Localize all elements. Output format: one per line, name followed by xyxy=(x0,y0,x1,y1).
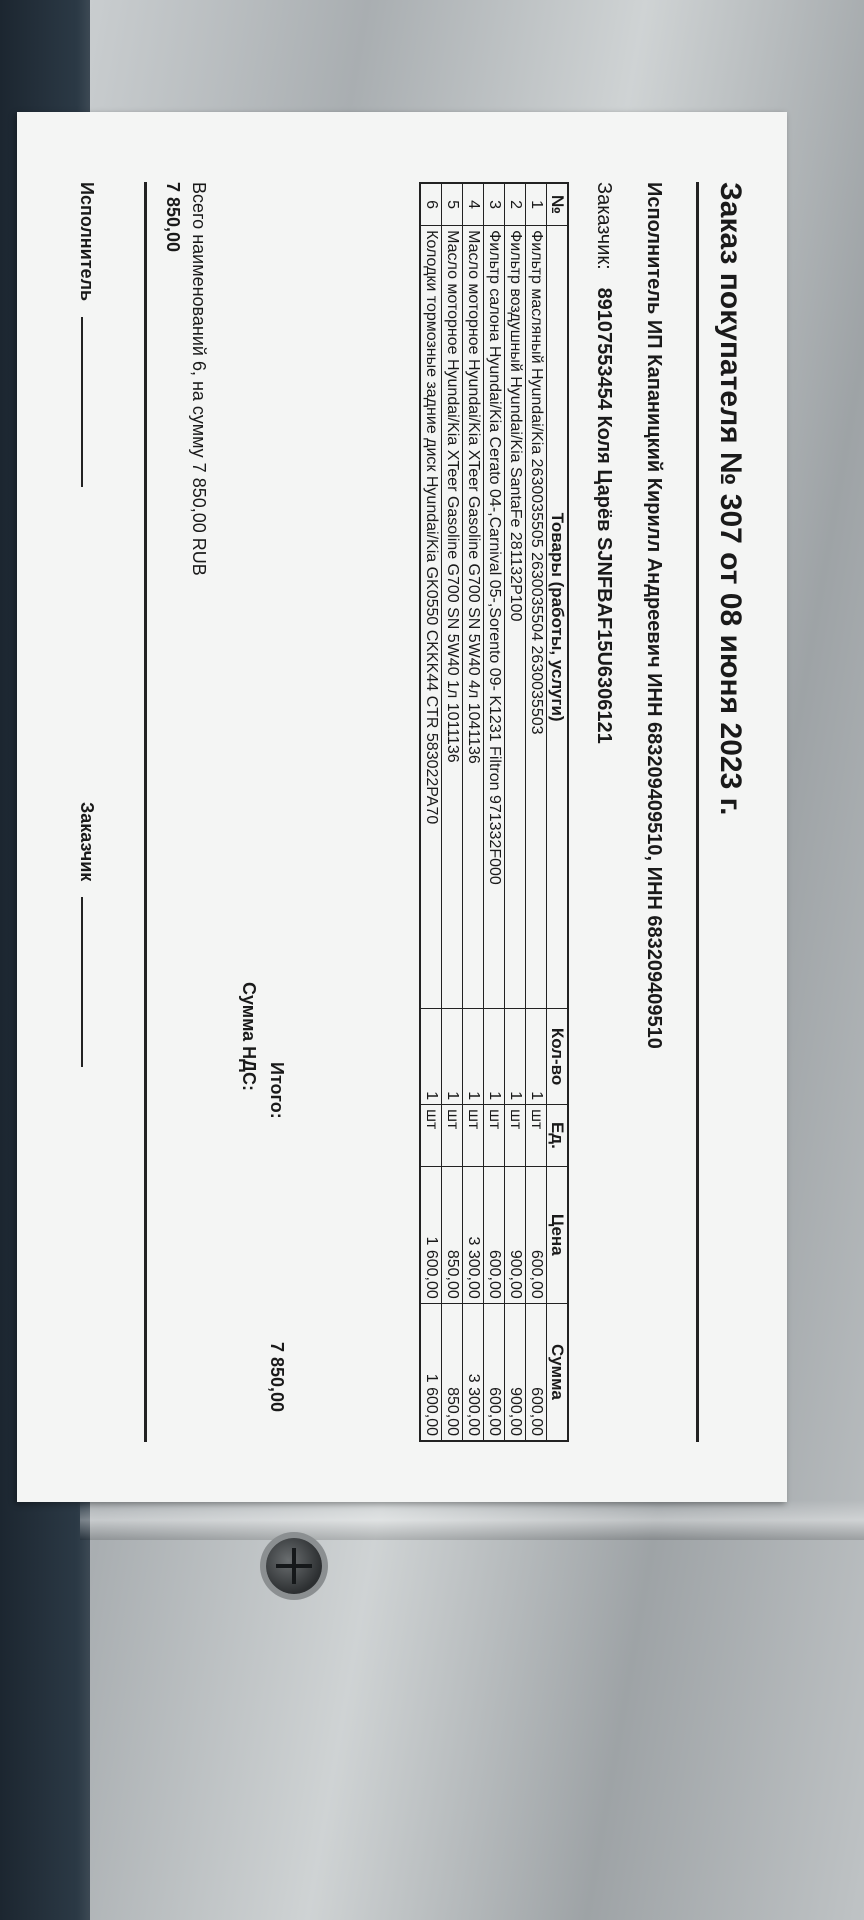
row-sum: 900,00 xyxy=(505,1303,526,1441)
row-name: Колодки тормозные задние диск Hyundai/Kia GK0550 CKKK44 CTR 583022PA70 xyxy=(420,226,442,1009)
row-num: 1 xyxy=(526,183,547,226)
row-price: 900,00 xyxy=(505,1166,526,1303)
row-unit: шт xyxy=(420,1105,442,1167)
row-qty: 1 xyxy=(526,1009,547,1105)
background-metal-crease xyxy=(80,1500,864,1540)
executor-line: Исполнитель ИП Капаницкий Кирилл Андреевич ИНН 683209409510, ИНН 683209409510 xyxy=(643,182,665,1049)
row-unit: шт xyxy=(463,1105,484,1167)
customer-value: 89107553454 Коля Царёв SJNFBAF15U6306121 xyxy=(593,287,615,744)
row-price: 600,00 xyxy=(526,1166,547,1303)
row-price: 3 300,00 xyxy=(463,1166,484,1303)
row-sum: 600,00 xyxy=(526,1303,547,1441)
table-header-row xyxy=(547,183,569,1441)
row-qty: 1 xyxy=(484,1009,505,1105)
total-label: Итого: xyxy=(267,1062,287,1119)
customer-signature-line xyxy=(81,897,97,1067)
goods-table xyxy=(419,182,569,1442)
screw-icon xyxy=(266,1538,322,1594)
title-divider xyxy=(696,182,699,1442)
row-num: 2 xyxy=(505,183,526,226)
row-qty: 1 xyxy=(505,1009,526,1105)
order-document-sheet xyxy=(17,112,787,1502)
row-qty: 1 xyxy=(463,1009,484,1105)
row-unit: шт xyxy=(442,1105,463,1167)
header-name: Товары (работы, услуги) xyxy=(547,226,569,1009)
row-name: Фильтр воздушный Hyundai/Kia SantaFe 281132P100 xyxy=(505,226,526,1009)
executor-signature-label: Исполнитель xyxy=(77,182,97,302)
executor-signature xyxy=(76,182,97,487)
row-name: Масло моторное Hyundai/Kia XTeer Gasoline G700 SN 5W40 1л 1011136 xyxy=(442,226,463,1009)
row-num: 4 xyxy=(463,183,484,226)
row-sum: 3 300,00 xyxy=(463,1303,484,1441)
executor-signature-line xyxy=(81,317,97,487)
row-unit: шт xyxy=(526,1105,547,1167)
customer-label: Заказчик: xyxy=(593,182,615,270)
header-unit: Ед. xyxy=(547,1105,569,1167)
row-sum: 1 600,00 xyxy=(420,1303,442,1441)
row-sum: 600,00 xyxy=(484,1303,505,1441)
total-value: 7 850,00 xyxy=(267,1342,287,1413)
row-unit: шт xyxy=(505,1105,526,1167)
table-row xyxy=(505,183,526,1441)
table-row xyxy=(463,183,484,1441)
header-price: Цена xyxy=(547,1166,569,1303)
row-name: Фильтр масляный Hyundai/Kia 2630035505 2630035504 2630035503 xyxy=(526,226,547,1009)
table-row xyxy=(526,183,547,1441)
table-row xyxy=(420,183,442,1441)
vat-label: Сумма НДС: xyxy=(239,982,259,1091)
customer-row xyxy=(592,182,615,744)
row-num: 3 xyxy=(484,183,505,226)
table-row xyxy=(484,183,505,1441)
header-sum: Сумма xyxy=(547,1303,569,1441)
row-price: 600,00 xyxy=(484,1166,505,1303)
row-sum: 850,00 xyxy=(442,1303,463,1441)
document-title: Заказ покупателя № 307 от 08 июня 2023 г. xyxy=(714,182,747,816)
row-qty: 1 xyxy=(420,1009,442,1105)
row-price: 1 600,00 xyxy=(420,1166,442,1303)
row-price: 850,00 xyxy=(442,1166,463,1303)
row-num: 5 xyxy=(442,183,463,226)
row-num: 6 xyxy=(420,183,442,226)
summary-amount: 7 850,00 xyxy=(163,182,183,253)
row-qty: 1 xyxy=(442,1009,463,1105)
summary-text: Всего наименований 6, на сумму 7 850,00 RUB xyxy=(189,182,209,576)
row-name: Масло моторное Hyundai/Kia XTeer Gasoline G700 SN 5W40 4л 1041136 xyxy=(463,226,484,1009)
summary-divider xyxy=(144,182,147,1442)
table-row xyxy=(442,183,463,1441)
header-qty: Кол-во xyxy=(547,1009,569,1105)
header-num: № xyxy=(547,183,569,226)
row-name: Фильтр салона Hyundai/Kia Cerato 04-,Carnival 05-,Sorento 09- K1231 Filtron 971332F000 xyxy=(484,226,505,1009)
row-unit: шт xyxy=(484,1105,505,1167)
customer-signature xyxy=(76,802,97,1067)
customer-signature-label: Заказчик xyxy=(77,802,97,882)
